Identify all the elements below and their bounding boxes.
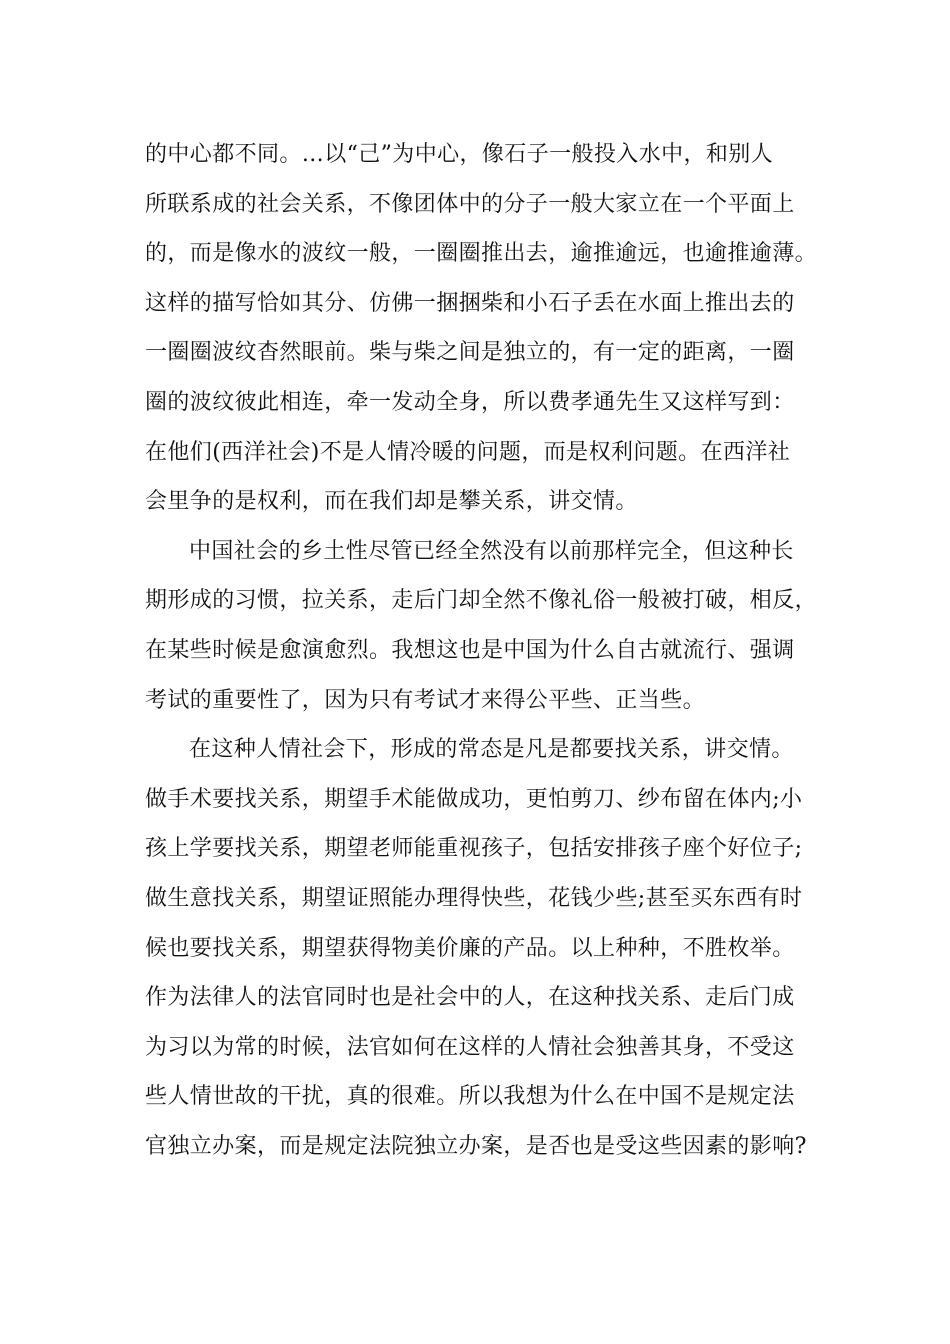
paragraph-start-line: 中国社会的乡土性尽管已经全然没有以前那样完全，但这种长 [189,538,794,564]
text-line: 圈的波纹彼此相连，牵一发动全身，所以费孝通先生又这样写到： [145,389,795,415]
text-line: 会里争的是权利，而在我们却是攀关系，讲交情。 [145,489,638,515]
text-line: 一圈圈波纹杳然眼前。柴与柴之间是独立的，有一定的距离，一圈 [145,340,795,366]
text-line: 为习以为常的时候，法官如何在这样的人情社会独善其身，不受这 [145,1034,795,1060]
text-line: 这样的描写恰如其分、仿佛一捆捆柴和小石子丢在水面上推出去的 [145,290,795,316]
text-line: 候也要找关系，期望获得物美价廉的产品。以上种种，不胜枚举。 [145,935,795,961]
text-line: 在他们(西洋社会)不是人情冷暖的问题，而是权利问题。在西洋社 [145,439,791,465]
text-line: 在某些时候是愈演愈烈。我想这也是中国为什么自古就流行、强调 [145,637,795,663]
body-text [145,130,835,1171]
text-line: 孩上学要找关系，期望老师能重视孩子，包括安排孩子座个好位子; [145,836,803,862]
text-line: 期形成的习惯，拉关系，走后门却全然不像礼俗一般被打破，相反， [145,588,818,614]
text-line: 作为法律人的法官同时也是社会中的人，在这种找关系、走后门成 [145,985,795,1011]
text-line: 做生意找关系，期望证照能办理得快些，花钱少些;甚至买东西有时 [145,885,803,911]
text-line: 官独立办案，而是规定法院独立办案，是否也是受这些因素的影响? [145,1133,807,1159]
text-line: 的中心都不同。…以“己”为中心，像石子一般投入水中，和别人 [145,142,774,167]
text-line: 些人情世故的干扰，真的很难。所以我想为什么在中国不是规定法 [145,1084,795,1110]
text-line: 考试的重要性了，因为只有考试才来得公平些、正当些。 [145,687,706,713]
paragraph-start-line: 在这种人情社会下，形成的常态是凡是都要找关系，讲交情。 [189,737,794,763]
text-line: 所联系成的社会关系，不像团体中的分子一般大家立在一个平面上 [145,191,795,217]
text-line: 做手术要找关系，期望手术能做成功，更怕剪刀、纱布留在体内;小 [145,786,803,812]
text-line: 的，而是像水的波纹一般，一圈圈推出去，逾推逾远，也逾推逾薄。 [145,241,818,267]
